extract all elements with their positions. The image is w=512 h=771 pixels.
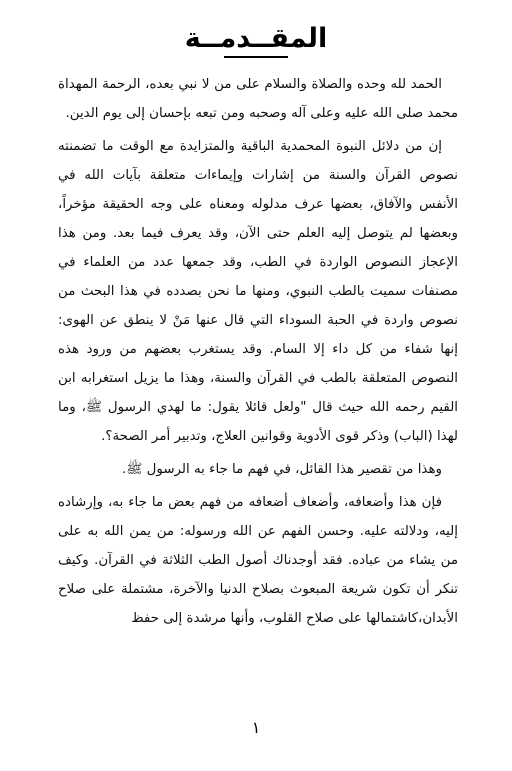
paragraph-2: إن من دلائل النبوة المحمدية الباقية والمتزايدة مع الوقت ما تضمنته نصوص القرآن والسنة من إشارات وإيماءات متعلقة بآيات الله في الأنفس والآفاق، بعضها عرف مدلوله ومعناه على وجه الحقيقة مؤخراً، وبعضها لم يتوصل إليه العلم حتى الآن، وقد يعرف فيما بعد. ومن هذا الإعجاز النصوص الواردة في الطب، وقد جمعها عدد من العلماء في مصنفات سميت بالطب النبوي، ومنها ما نحن بصدده في هذا البحث من نصوص واردة في الحبة السوداء التي قال عنها مَنْ لا ينطق عن الهوى: إنها شفاء من كل داء إلا السام. وقد يستغرب بعضهم من ورود هذه النصوص المتعلقة بالطب في القرآن والسنة، وهذا ما يزيل استغرابه ابن القيم رحمه الله حيث قال "ولعل قائلا يقول: ما لهدي الرسول ﷺ، وما لهذا (الباب) وذكر قوى الأدوية وقوانين العلاج، وتدبير أمر الصحة؟.	[58, 139, 458, 444]
title-underline	[224, 56, 288, 58]
page-title: المقــدمــة	[184, 23, 328, 54]
paragraph-3: وهذا من تقصير هذا القائل، في فهم ما جاء به الرسول ﷺ.	[121, 462, 442, 477]
paragraph-1: الحمد لله وحده والصلاة والسلام على من لا نبي بعده، الرحمة المهداة محمد صلى الله عليه وعلى آله وصحبه ومن تبعه بإحسان إلى يوم الدين.	[58, 77, 458, 121]
page-number: ١	[251, 718, 261, 737]
body-text	[58, 60, 458, 633]
paragraph-4: فإن هذا وأضعافه، وأضعاف أضعافه من فهم بعض ما جاء به، وإرشاده إليه، ودلالته عليه. وحسن الفهم عن الله ورسوله: من يمن الله به على من يشاء من عباده. فقد أوجدناك أصول الطب الثلاثة في القرآن. وكيف تنكر أن تكون شريعة المبعوث بصلاح الدنيا والآخرة، مشتملة على صلاح الأبدان،كاشتمالها على صلاح القلوب، وأنها مرشدة إلى حفظ	[58, 495, 458, 626]
